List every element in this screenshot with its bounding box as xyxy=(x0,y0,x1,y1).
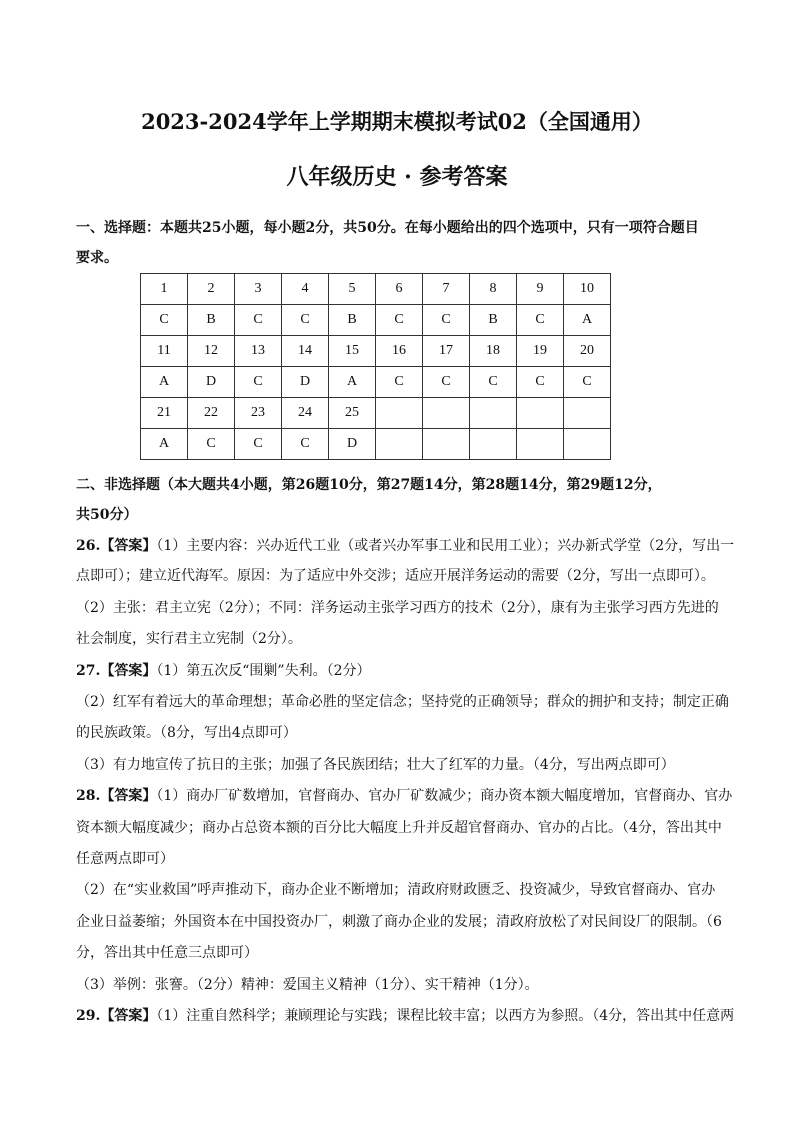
answer-28-line3: 任意两点即可） xyxy=(76,851,174,867)
table-cell xyxy=(423,429,470,460)
table-cell: C xyxy=(282,429,329,460)
table-cell: 17 xyxy=(423,336,470,367)
table-cell: C xyxy=(141,305,188,336)
table-cell: 18 xyxy=(470,336,517,367)
table-cell: D xyxy=(282,367,329,398)
answer-28-text: （1）商办厂矿数增加，官督商办、官办厂矿数减少；商办资本额大幅度增加，官督商办、官办 xyxy=(156,788,733,804)
answer-27-text: （1）第五次反“围剿”失利。（2分） xyxy=(156,663,371,679)
answer-27-line1 xyxy=(76,661,726,681)
table-cell: A xyxy=(564,305,611,336)
table-cell: 1 xyxy=(141,274,188,305)
answer-28-line2: 资本额大幅度减少；商办占总资本额的百分比大幅度上升并反超官督商办、官办的占比。（4分，答出其中 xyxy=(76,820,722,836)
table-cell xyxy=(564,398,611,429)
table-cell xyxy=(517,429,564,460)
table-cell: 24 xyxy=(282,398,329,429)
table-cell: C xyxy=(235,305,282,336)
table-row xyxy=(141,274,611,305)
page-title: 2023-2024学年上学期期末模拟考试02（全国通用） xyxy=(141,109,653,134)
table-row xyxy=(141,429,611,460)
table-cell: C xyxy=(517,367,564,398)
table-cell: 21 xyxy=(141,398,188,429)
table-cell: 20 xyxy=(564,336,611,367)
table-cell xyxy=(517,398,564,429)
table-cell xyxy=(423,398,470,429)
table-cell: 23 xyxy=(235,398,282,429)
table-cell: C xyxy=(564,367,611,398)
table-cell: C xyxy=(188,429,235,460)
table-cell: D xyxy=(188,367,235,398)
table-cell xyxy=(376,398,423,429)
answer-26-line1 xyxy=(76,536,735,556)
answer-29-line1 xyxy=(76,1006,735,1026)
table-cell: A xyxy=(141,429,188,460)
table-cell: C xyxy=(235,429,282,460)
answer-26-text: （1）主要内容：兴办近代工业（或者兴办军事工业和民用工业）；兴办新式学堂（2分，写出一 xyxy=(156,538,735,554)
table-cell: 8 xyxy=(470,274,517,305)
table-cell: C xyxy=(376,367,423,398)
table-cell: C xyxy=(517,305,564,336)
answer-27-tag: 27.【答案】 xyxy=(76,663,157,679)
table-row xyxy=(141,336,611,367)
table-cell: C xyxy=(376,305,423,336)
answer-28-line1 xyxy=(76,786,733,806)
table-cell: 3 xyxy=(235,274,282,305)
answer-27-line3: 的民族政策。（8分，写出4点即可） xyxy=(76,725,297,741)
section2-instructions-line1: 二、非选择题（本大题共4小题，第26题10分，第27题14分，第28题14分，第29题12分， xyxy=(76,477,662,493)
table-cell: A xyxy=(141,367,188,398)
table-cell: 2 xyxy=(188,274,235,305)
table-row xyxy=(141,367,611,398)
answer-26-line4: 社会制度，实行君主立宪制（2分）。 xyxy=(76,631,302,647)
table-cell xyxy=(470,429,517,460)
table-cell: C xyxy=(235,367,282,398)
table-cell: B xyxy=(470,305,517,336)
table-cell: 6 xyxy=(376,274,423,305)
table-cell: 12 xyxy=(188,336,235,367)
answer-26-line3: （2）主张：君主立宪（2分）；不同：洋务运动主张学习西方的技术（2分），康有为主张学习西方先进的 xyxy=(76,600,719,616)
table-cell xyxy=(470,398,517,429)
section1-instructions-line1: 一、选择题：本题共25小题，每小题2分，共50分。在每小题给出的四个选项中，只有一项符合题目 xyxy=(76,220,699,236)
table-cell xyxy=(376,429,423,460)
table-cell: 11 xyxy=(141,336,188,367)
table-cell: D xyxy=(329,429,376,460)
section2-instructions-line2: 共50分） xyxy=(76,507,138,523)
answer-29-tag: 29.【答案】 xyxy=(76,1008,157,1024)
table-cell xyxy=(564,429,611,460)
answer-table xyxy=(140,273,611,460)
table-cell: 19 xyxy=(517,336,564,367)
answer-29-text: （1）注重自然科学；兼顾理论与实践；课程比较丰富；以西方为参照。（4分，答出其中任意两 xyxy=(156,1008,735,1024)
answer-26-tag: 26.【答案】 xyxy=(76,538,157,554)
table-cell: A xyxy=(329,367,376,398)
answer-27-line2: （2）红军有着远大的革命理想；革命必胜的坚定信念；坚持党的正确领导；群众的拥护和支持；制定正确 xyxy=(76,694,729,710)
table-cell: C xyxy=(423,367,470,398)
table-row xyxy=(141,398,611,429)
table-cell: 22 xyxy=(188,398,235,429)
table-cell: 16 xyxy=(376,336,423,367)
answer-28-tag: 28.【答案】 xyxy=(76,788,157,804)
table-cell: 25 xyxy=(329,398,376,429)
answer-26-line2: 点即可）；建立近代海军。原因：为了适应中外交涉；适应开展洋务运动的需要（2分，写出一点即可）。 xyxy=(76,568,715,584)
answer-27-line4: （3）有力地宣传了抗日的主张；加强了各民族团结；壮大了红军的力量。（4分，写出两点即可） xyxy=(76,757,675,773)
table-cell: 14 xyxy=(282,336,329,367)
table-cell: 7 xyxy=(423,274,470,305)
answer-28-line7: （3）举例：张謇。（2分）精神：爱国主义精神（1分）、实干精神（1分）。 xyxy=(76,977,539,993)
section1-instructions-line2: 要求。 xyxy=(76,250,118,266)
page-subtitle: 八年级历史 · 参考答案 xyxy=(286,164,508,190)
table-cell: C xyxy=(423,305,470,336)
table-cell: 10 xyxy=(564,274,611,305)
table-cell: B xyxy=(329,305,376,336)
table-cell: 5 xyxy=(329,274,376,305)
table-cell: 15 xyxy=(329,336,376,367)
answer-28-line6: 分，答出其中任意三点即可） xyxy=(76,945,258,961)
table-cell: 13 xyxy=(235,336,282,367)
table-cell: C xyxy=(282,305,329,336)
table-cell: C xyxy=(470,367,517,398)
table-cell: 9 xyxy=(517,274,564,305)
table-cell: 4 xyxy=(282,274,329,305)
answer-28-line5: 企业日益萎缩；外国资本在中国投资办厂，刺激了商办企业的发展；清政府放松了对民间设厂的限制。（6 xyxy=(76,914,722,930)
table-cell: B xyxy=(188,305,235,336)
answer-28-line4: （2）在“实业救国”呼声推动下，商办企业不断增加；清政府财政匮乏、投资减少，导致官督商办、官办 xyxy=(76,882,716,898)
table-row xyxy=(141,305,611,336)
